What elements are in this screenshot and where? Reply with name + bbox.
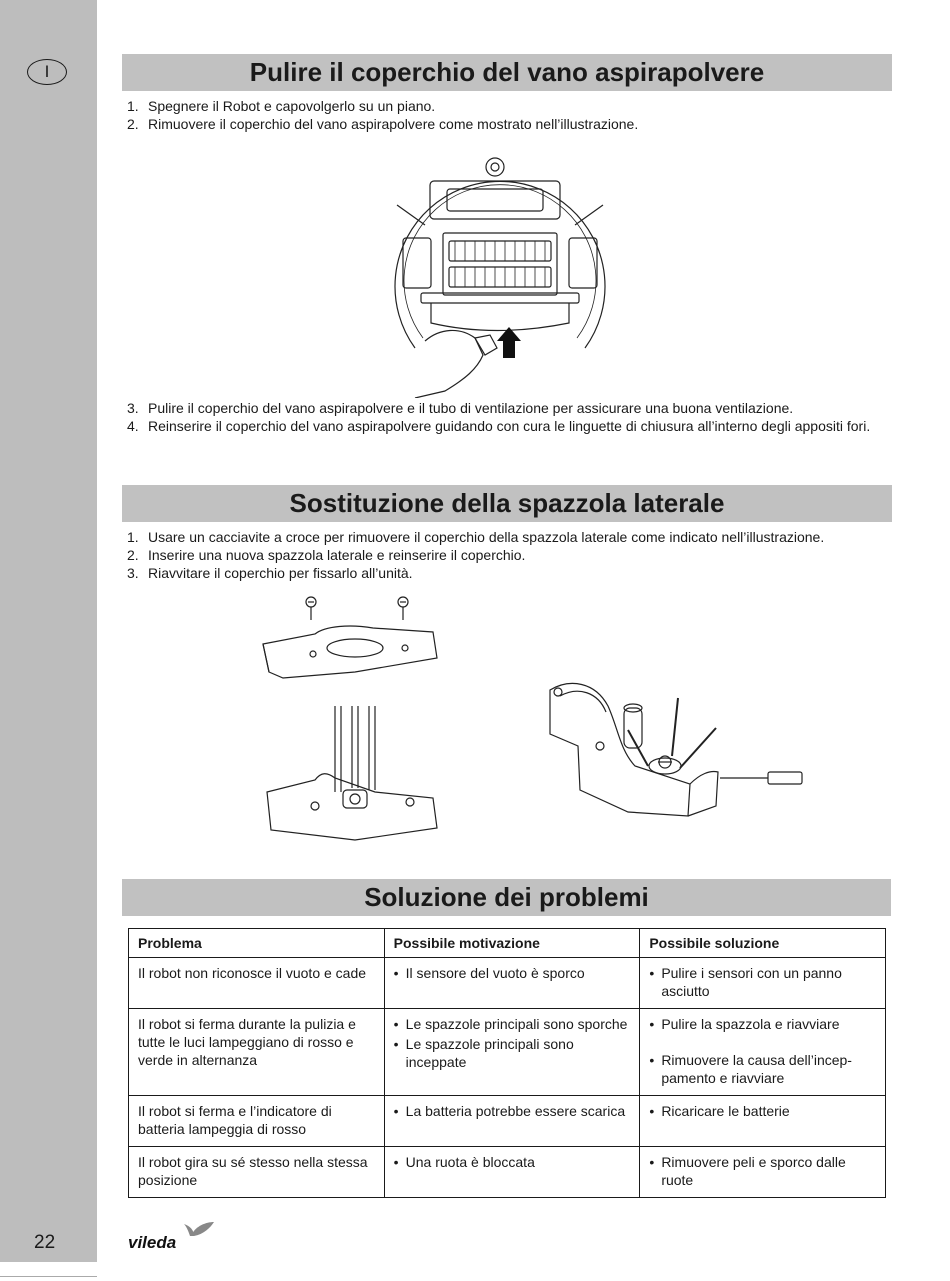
section-title-clean-lid: Pulire il coperchio del vano aspirapolvere (122, 54, 892, 91)
solution-cell (640, 1096, 886, 1147)
screw-icon (398, 597, 408, 620)
screwdriver-icon (720, 772, 802, 784)
cause-item: • La batteria potrebbe essere scarica (394, 1102, 631, 1120)
vileda-logo (128, 1222, 218, 1252)
table-header-row (129, 929, 886, 958)
robot-underside-illustration (385, 143, 615, 398)
language-badge: I (27, 59, 67, 85)
cause-cell (384, 1147, 640, 1198)
bottom-rule (0, 1276, 97, 1277)
step-text: Riavvitare il coperchio per fissarlo all’unità. (148, 565, 413, 581)
section-title-troubleshooting: Soluzione dei problemi (122, 879, 891, 916)
step-text: Reinserire il coperchio del vano aspirapolvere guidando con cura le linguette di chiusura all’interno degli appositi fori. (148, 418, 871, 434)
table-row (129, 1147, 886, 1198)
solution-item: • Pulire i sensori con un panno asciutto (649, 964, 876, 1000)
side-brush-installed-illustration (540, 678, 805, 820)
problem-cell: Il robot non riconosce il vuoto e cade (129, 958, 385, 1009)
solution-item: • Pulire la spazzola e riavviare (649, 1015, 876, 1033)
steps-list-clean-lid-a (127, 97, 887, 133)
step-number: 4. (127, 418, 139, 434)
problem-cell: Il robot si ferma durante la pulizia e tutte le luci lampeggiano di rosso e verde in alternanza (129, 1009, 385, 1096)
solution-item: • Ricaricare le batterie (649, 1102, 876, 1120)
solution-cell (640, 1009, 886, 1096)
step-item (127, 417, 887, 435)
cause-cell (384, 958, 640, 1009)
column-header-problem: Problema (129, 929, 385, 958)
solution-cell (640, 958, 886, 1009)
step-number: 1. (127, 529, 139, 545)
solution-item: • Rimuovere la causa dell’incep-pamento e riavviare (649, 1051, 876, 1087)
column-header-solution: Possibile soluzione (640, 929, 886, 958)
step-text: Inserire una nuova spazzola laterale e reinserire il coperchio. (148, 547, 526, 563)
step-item (127, 564, 887, 582)
arrow-up-icon (497, 327, 521, 358)
step-text: Rimuovere il coperchio del vano aspirapolvere come mostrato nell’illustrazione. (148, 116, 639, 132)
screw-icon (306, 597, 316, 620)
section-title-side-brush: Sostituzione della spazzola laterale (122, 485, 892, 522)
cause-item: • Le spazzole principali sono inceppate (394, 1035, 631, 1071)
steps-list-side-brush (127, 528, 887, 582)
step-number: 1. (127, 98, 139, 114)
steps-list-clean-lid-b (127, 399, 887, 435)
page-number: 22 (34, 1232, 56, 1253)
solution-item: • Rimuovere peli e sporco dalle ruote (649, 1153, 876, 1189)
cause-item: • Le spazzole principali sono sporche (394, 1015, 631, 1033)
step-text: Spegnere il Robot e capovolgerlo su un piano. (148, 98, 436, 114)
svg-text:vileda: vileda (128, 1233, 177, 1252)
side-strip (0, 0, 97, 1262)
step-item (127, 115, 887, 133)
step-text: Usare un cacciavite a croce per rimuovere il coperchio della spazzola laterale come indicato nell’illustrazione. (148, 529, 825, 545)
side-brush-exploded-illustration (255, 592, 445, 844)
step-number: 3. (127, 565, 139, 581)
problem-cell: Il robot gira su sé stesso nella stessa posizione (129, 1147, 385, 1198)
cause-cell (384, 1009, 640, 1096)
table-row (129, 1009, 886, 1096)
problem-cell: Il robot si ferma e l’indicatore di batteria lampeggia di rosso (129, 1096, 385, 1147)
column-header-cause: Possibile motivazione (384, 929, 640, 958)
table-row (129, 958, 886, 1009)
solution-cell (640, 1147, 886, 1198)
cause-cell (384, 1096, 640, 1147)
step-number: 3. (127, 400, 139, 416)
step-item (127, 528, 887, 546)
table-row (129, 1096, 886, 1147)
troubleshooting-table (128, 928, 886, 1198)
step-text: Pulire il coperchio del vano aspirapolvere e il tubo di ventilazione per assicurare una buona ventilazione. (148, 400, 794, 416)
step-item (127, 399, 887, 417)
cause-item: • Il sensore del vuoto è sporco (394, 964, 631, 982)
step-item (127, 546, 887, 564)
step-number: 2. (127, 547, 139, 563)
cause-item: • Una ruota è bloccata (394, 1153, 631, 1171)
step-number: 2. (127, 116, 139, 132)
step-item (127, 97, 887, 115)
